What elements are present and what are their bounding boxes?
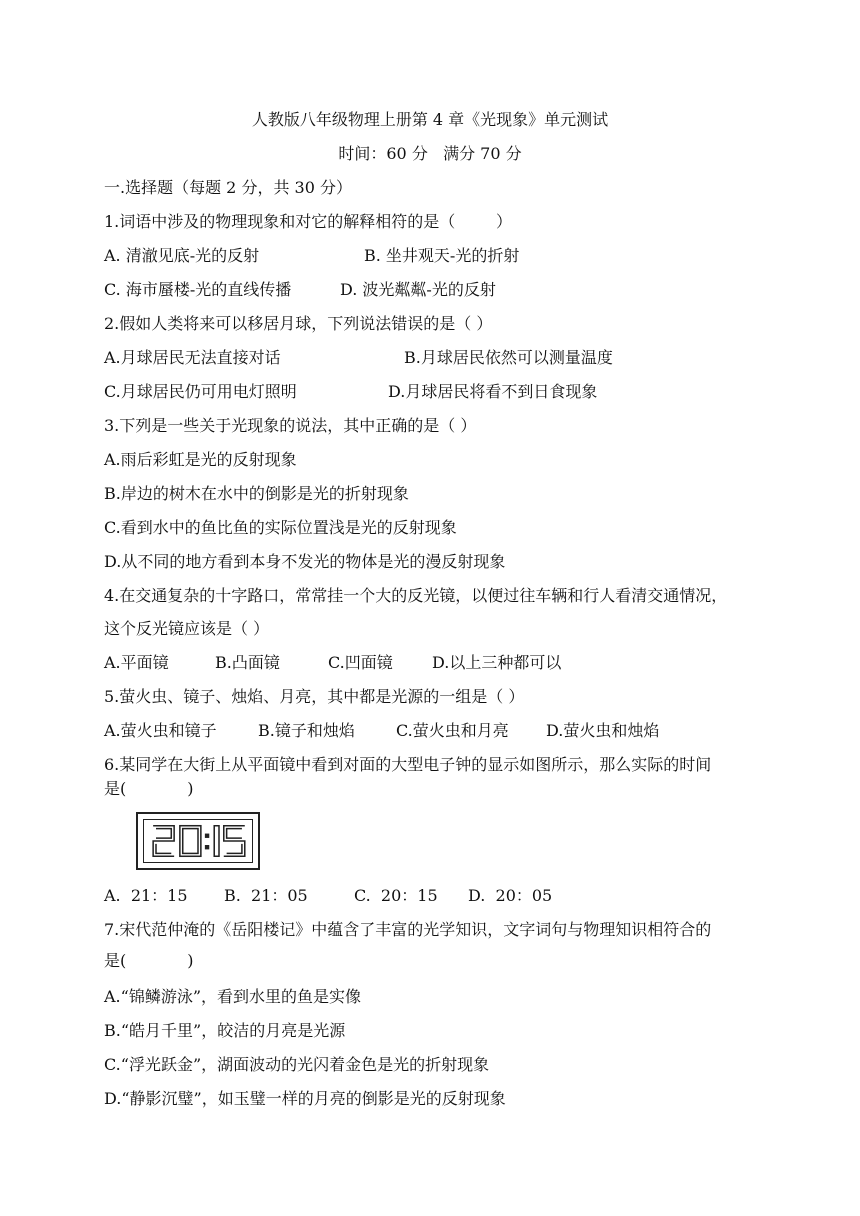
question-2-option-c: C.月球居民仍可用电灯照明 [104,382,297,401]
question-6-option-a: A. 21：15 [104,886,188,905]
question-1-option-b: B. 坐井观天-光的折射 [364,246,520,265]
clock-digits [144,820,252,862]
question-2-option-b: B.月球居民依然可以测量温度 [404,348,613,367]
question-4-option-d: D.以上三种都可以 [432,653,562,672]
section-heading: 一.选择题（每题 2 分，共 30 分） [104,178,352,197]
question-6-stem-line-1: 6.某同学在大街上从平面镜中看到对面的大型电子钟的显示如图所示，那么实际的时间 [104,755,712,774]
digital-clock-figure [136,812,260,870]
question-7-stem-line-1: 7.宋代范仲淹的《岳阳楼记》中蕴含了丰富的光学知识，文字词句与物理知识相符合的 [104,920,712,939]
question-7-option-a: A.“锦鳞游泳”，看到水里的鱼是实像 [104,987,362,1006]
question-5-option-c: C.萤火虫和月亮 [396,721,509,740]
question-4-option-c: C.凹面镜 [328,653,393,672]
question-3-option-a: A.雨后彩虹是光的反射现象 [104,450,297,469]
question-6-stem-line-2: 是( ) [104,779,194,798]
question-5-option-b: B.镜子和烛焰 [258,721,355,740]
question-6-option-d: D. 20：05 [468,886,553,905]
question-7-option-d: D.“静影沉璧”，如玉璧一样的月亮的倒影是光的反射现象 [104,1089,506,1108]
question-4-option-b: B.凸面镜 [215,653,280,672]
seven-segment-digits [153,826,245,857]
question-4-option-a: A.平面镜 [104,653,169,672]
question-1-option-c: C. 海市蜃楼-光的直线传播 [104,280,292,299]
question-3-option-d: D.从不同的地方看到本身不发光的物体是光的漫反射现象 [104,552,506,571]
question-1-option-d: D. 波光粼粼-光的反射 [340,280,496,299]
page-title: 人教版八年级物理上册第 4 章《光现象》单元测试 [251,110,609,129]
question-5-option-d: D.萤火虫和烛焰 [546,721,660,740]
question-1-option-a: A. 清澈见底-光的反射 [104,246,260,265]
question-3-option-b: B.岸边的树木在水中的倒影是光的折射现象 [104,484,409,503]
question-7-stem-line-2: 是( ) [104,951,194,970]
question-4-stem-line-2: 这个反光镜应该是（ ） [104,619,270,638]
question-2-stem: 2.假如人类将来可以移居月球，下列说法错误的是（ ） [104,314,493,333]
question-2-option-a: A.月球居民无法直接对话 [104,348,281,367]
question-6-option-c: C. 20：15 [354,886,438,905]
page-subtitle: 时间：60 分 满分 70 分 [338,144,522,163]
question-3-stem: 3.下列是一些关于光现象的说法，其中正确的是（ ） [104,416,477,435]
question-5-option-a: A.萤火虫和镜子 [104,721,217,740]
question-4-stem-line-1: 4.在交通复杂的十字路口，常常挂一个大的反光镜，以便过往车辆和行人看清交通情况， [104,586,728,605]
question-7-option-c: C.“浮光跃金”，湖面波动的光闪着金色是光的折射现象 [104,1055,490,1074]
question-7-option-b: B.“皓月千里”，皎洁的月亮是光源 [104,1021,346,1040]
question-1-stem: 1.词语中涉及的物理现象和对它的解释相符的是（ ） [104,212,512,231]
question-5-stem: 5.萤火虫、镜子、烛焰、月亮，其中都是光源的一组是（ ） [104,687,525,706]
question-3-option-c: C.看到水中的鱼比鱼的实际位置浅是光的反射现象 [104,518,457,537]
question-6-option-b: B. 21：05 [224,886,308,905]
clock-display-frame [143,819,253,863]
question-2-option-d: D.月球居民将看不到日食现象 [388,382,598,401]
